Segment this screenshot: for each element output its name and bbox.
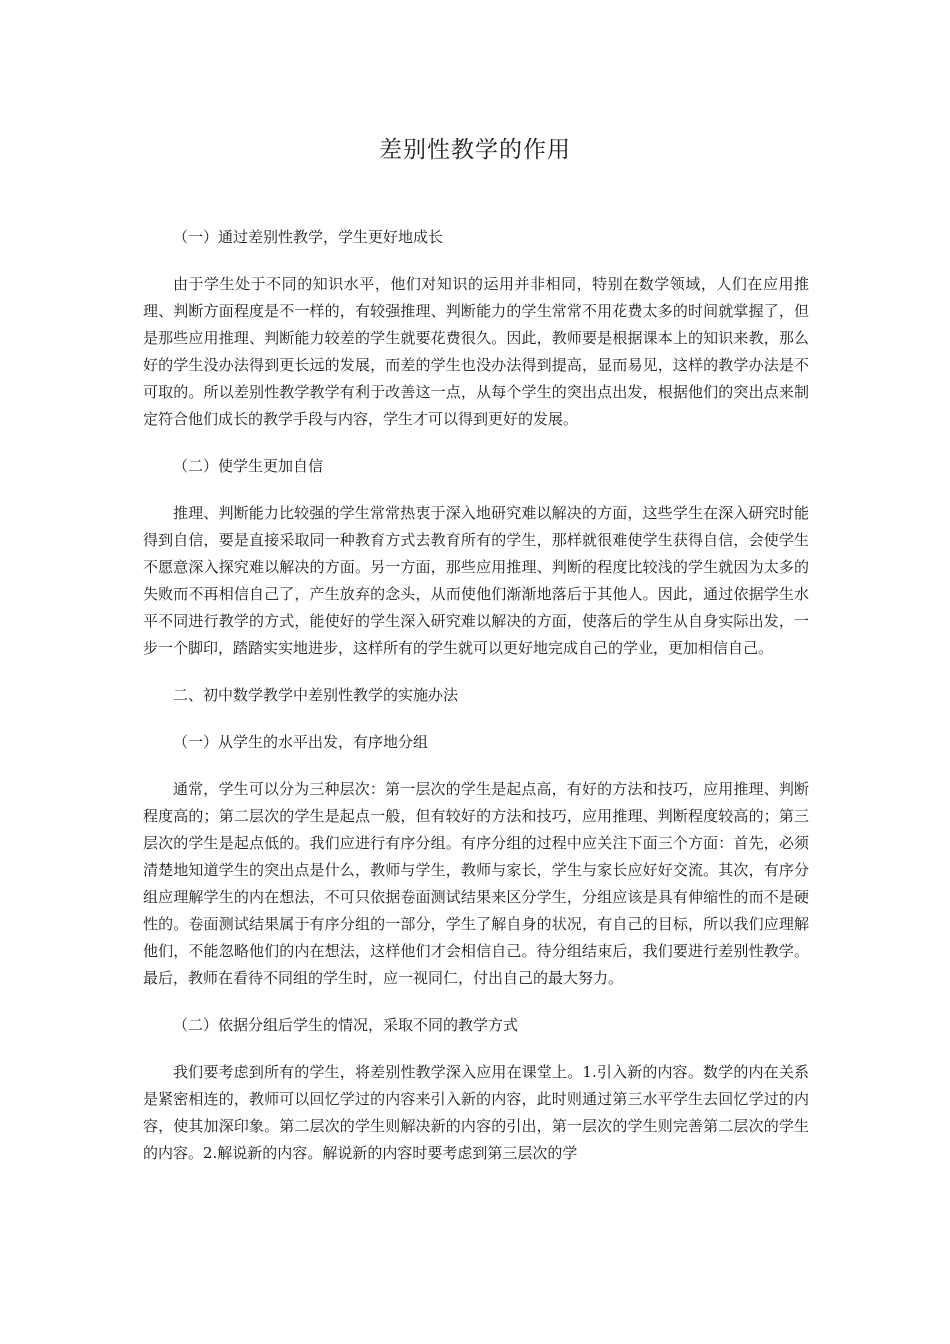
section-heading: （一）从学生的水平出发，有序地分组 bbox=[173, 733, 429, 751]
document-body bbox=[143, 224, 809, 1187]
section-heading: （二）依据分组后学生的情况，采取不同的教学方式 bbox=[173, 1016, 519, 1034]
section-heading: 二、初中数学教学中差别性教学的实施办法 bbox=[173, 686, 459, 704]
body-paragraph: 由于学生处于不同的知识水平，他们对知识的运用并非相同，特别在数学领域，人们在应用推理、判断方面程度是不一样的，有较强推理、判断能力的学生常常不用花费太多的时间就掌握了，但是那些应用推理、判断能力较差的学生就要花费很久。因此，教师要是根据课本上的知识来教，那么好的学生没办法得到更长远的发展，而差的学生也没办法得到提高，显而易见，这样的教学办法是不可取的。所以差别性教学教学有利于改善这一点，从每个学生的突出点出发，根据他们的突出点来制定符合他们成长的教学手段与内容，学生才可以得到更好的发展。 bbox=[143, 275, 809, 428]
body-paragraph: 通常，学生可以分为三种层次：第一层次的学生是起点高，有好的方法和技巧，应用推理、判断程度高的；第二层次的学生是起点一般，但有较好的方法和技巧，应用推理、判断程度较高的；第三层次的学生是起点低的。我们应进行有序分组。有序分组的过程中应关注下面三个方面：首先，必须清楚地知道学生的突出点是什么，教师与学生，教师与家长，学生与家长应好好交流。其次，有序分组应理解学生的内在想法，不可只依据卷面测试结果来区分学生，分组应该是具有伸缩性的而不是硬性的。卷面测试结果属于有序分组的一部分，学生了解自身的状况，有自己的目标，所以我们应理解他们，不能忽略他们的内在想法，这样他们才会相信自己。待分组结束后，我们要进行差别性教学。最后，教师在看待不同组的学生时，应一视同仁，付出自己的最大努力。 bbox=[143, 780, 809, 987]
section-heading: （一）通过差别性教学，学生更好地成长 bbox=[173, 228, 444, 246]
body-paragraph: 推理、判断能力比较强的学生常常热衷于深入地研究难以解决的方面，这些学生在深入研究时能得到自信，要是直接采取同一种教育方式去教育所有的学生，那样就很难使学生获得自信，会使学生不愿意深入探究难以解决的方面。另一方面，那些应用推理、判断的程度比较浅的学生就因为太多的失败而不再相信自己了，产生放弃的念头，从而使他们渐渐地落后于其他人。因此，通过依据学生水平不同进行教学的方式，能使好的学生深入研究难以解决的方面，使落后的学生从自身实际出发，一步一个脚印，踏踏实实地进步，这样所有的学生就可以更好地完成自己的学业，更加相信自己。 bbox=[143, 504, 809, 657]
document-title: 差别性教学的作用 bbox=[379, 137, 571, 163]
body-paragraph: 我们要考虑到所有的学生，将差别性教学深入应用在课堂上。1.引入新的内容。数学的内在关系是紧密相连的，教师可以回忆学过的内容来引入新的内容，此时则通过第三水平学生去回忆学过的内容，使其加深印象。第二层次的学生则解决新的内容的引出，第一层次的学生则完善第二层次的学生的内容。2.解说新的内容。解说新的内容时要考虑到第三层次的学 bbox=[143, 1063, 809, 1162]
section-heading: （二）使学生更加自信 bbox=[173, 457, 324, 475]
